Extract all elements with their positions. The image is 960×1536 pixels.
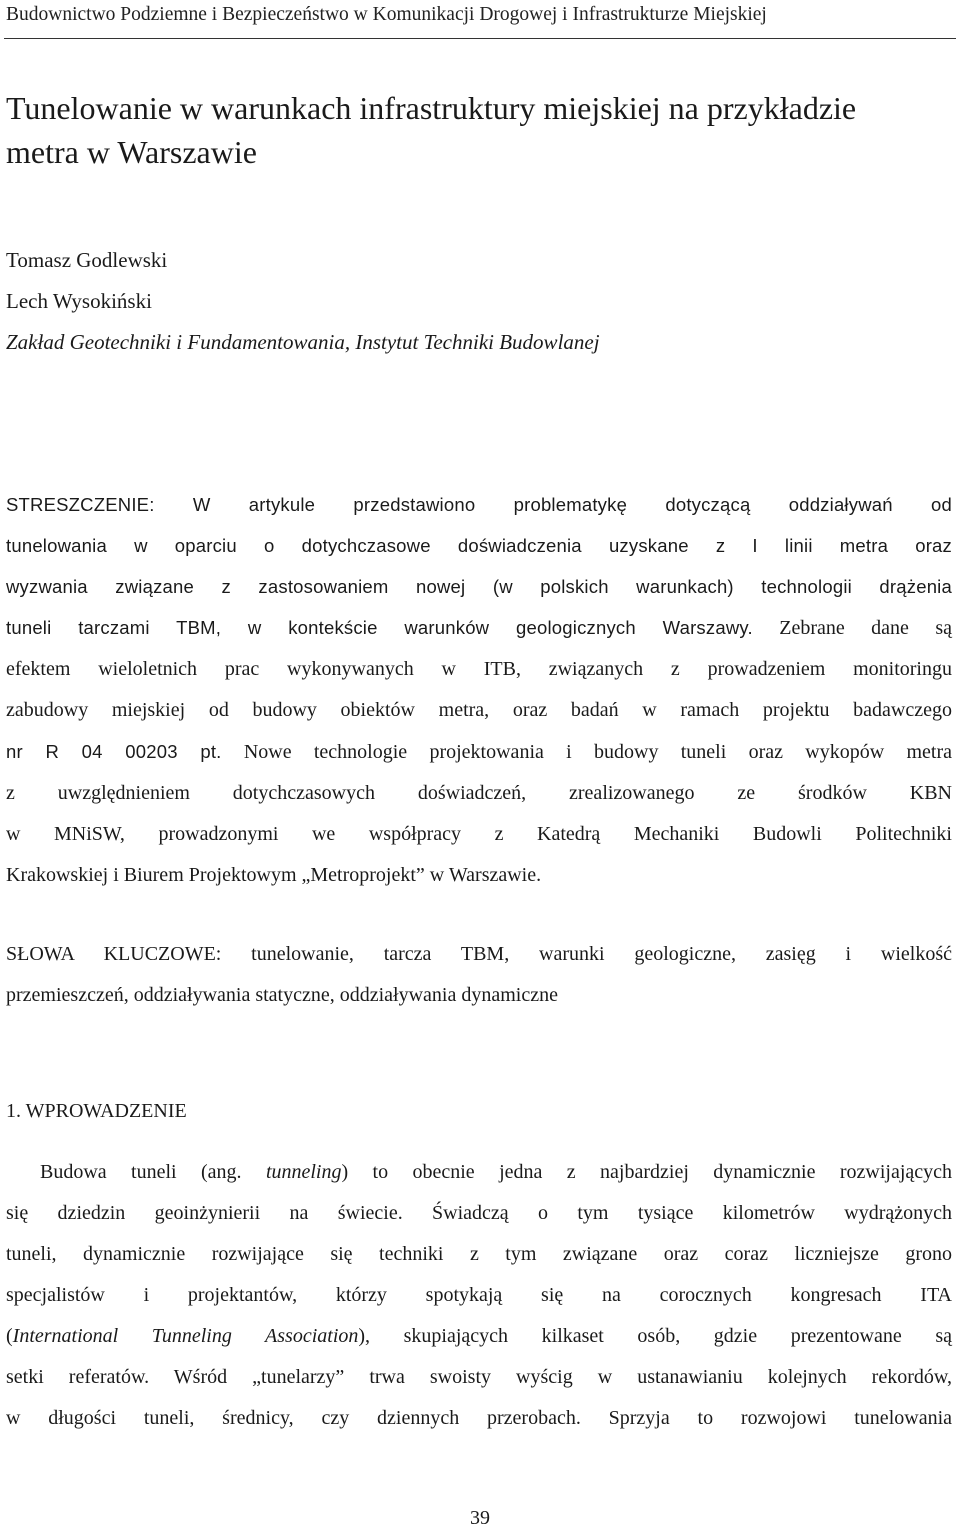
body-line xyxy=(6,1316,952,1357)
body-line xyxy=(6,1152,952,1193)
keywords-line: przemieszczeń, oddziaływania statyczne, oddziaływania dynamiczne xyxy=(6,984,558,1006)
body-line: setki referatów. Wśród „tunelarzy” trwa swoisty wyścig w ustanawianiu kolejnych rekordów, xyxy=(6,1366,952,1388)
page-number: 39 xyxy=(470,1507,490,1529)
body-line-part: ), skupiających kilkaset osób, gdzie prezentowane są xyxy=(358,1325,952,1347)
author-name: Lech Wysokiński xyxy=(6,289,152,313)
body-line: tuneli, dynamicznie rozwijające się techniki z tym związane oraz coraz liczniejsze grono xyxy=(6,1243,952,1265)
body-line-italic: International Tunneling Association xyxy=(12,1325,359,1347)
section-heading: 1. WPROWADZENIE xyxy=(6,1100,187,1122)
abstract-line-part: Nowe technologie projektowania i budowy tuneli oraz wykopów metra xyxy=(221,741,952,763)
abstract-line: efektem wieloletnich prac wykonywanych w ITB, związanych z prowadzeniem monitoringu xyxy=(6,658,952,680)
abstract-line: STRESZCZENIE: W artykule przedstawiono problematykę dotyczącą oddziaływań od xyxy=(6,494,952,515)
body-line-part: Budowa tuneli (ang. xyxy=(40,1161,266,1183)
body-text xyxy=(6,1152,952,1439)
abstract-line xyxy=(6,731,952,773)
abstract-line: zabudowy miejskiej od budowy obiektów metra, oraz badań w ramach projektu badawczego xyxy=(6,699,952,721)
abstract xyxy=(6,484,952,896)
body-line: specjalistów i projektantów, którzy spotykają się na corocznych kongresach ITA xyxy=(6,1284,952,1306)
keywords xyxy=(6,934,952,1016)
body-line-part: ) to obecnie jedna z najbardziej dynamicznie rozwijających xyxy=(341,1161,953,1183)
header-rule xyxy=(4,38,956,39)
author-name: Tomasz Godlewski xyxy=(6,248,168,272)
title-line-1: Tunelowanie w warunkach infrastruktury miejskiej na przykładzie xyxy=(6,90,857,126)
body-line: w długości tuneli, średnicy, czy dziennych przerobach. Sprzyja to rozwojowi tunelowania xyxy=(6,1407,952,1429)
author-block xyxy=(6,240,600,363)
abstract-line-part: Zebrane dane są xyxy=(752,617,952,639)
paper-title xyxy=(6,86,946,174)
abstract-line: Krakowskiej i Biurem Projektowym „Metroprojekt” w Warszawie. xyxy=(6,864,542,886)
abstract-line-part: nr R 04 00203 pt. xyxy=(6,741,222,762)
abstract-line: w MNiSW, prowadzonymi we współpracy z Katedrą Mechaniki Budowli Politechniki xyxy=(6,823,952,845)
keywords-line: SŁOWA KLUCZOWE: tunelowanie, tarcza TBM, warunki geologiczne, zasięg i wielkość xyxy=(6,943,952,965)
body-line-part: ( xyxy=(6,1325,13,1347)
running-header: Budownictwo Podziemne i Bezpieczeństwo w Komunikacji Drogowej i Infrastrukturze Miejskiej xyxy=(6,4,767,25)
title-line-2: metra w Warszawie xyxy=(6,134,257,170)
body-line-italic: tunneling xyxy=(265,1161,342,1183)
abstract-line xyxy=(6,607,952,649)
author-affiliation: Zakład Geotechniki i Fundamentowania, Instytut Techniki Budowlanej xyxy=(6,330,600,354)
abstract-line: z uwzględnieniem dotychczasowych doświadczeń, zrealizowanego ze środków KBN xyxy=(6,782,952,804)
body-line: się dziedzin geoinżynierii na świecie. Świadczą o tym tysiące kilometrów wydrążonych xyxy=(6,1202,952,1224)
abstract-line: wyzwania związane z zastosowaniem nowej (w polskich warunkach) technologii drążenia xyxy=(6,576,952,597)
abstract-line: tunelowania w oparciu o dotychczasowe doświadczenia uzyskane z I linii metra oraz xyxy=(6,535,952,556)
abstract-line-part: tuneli tarczami TBM, w kontekście warunków geologicznych Warszawy. xyxy=(6,617,753,638)
